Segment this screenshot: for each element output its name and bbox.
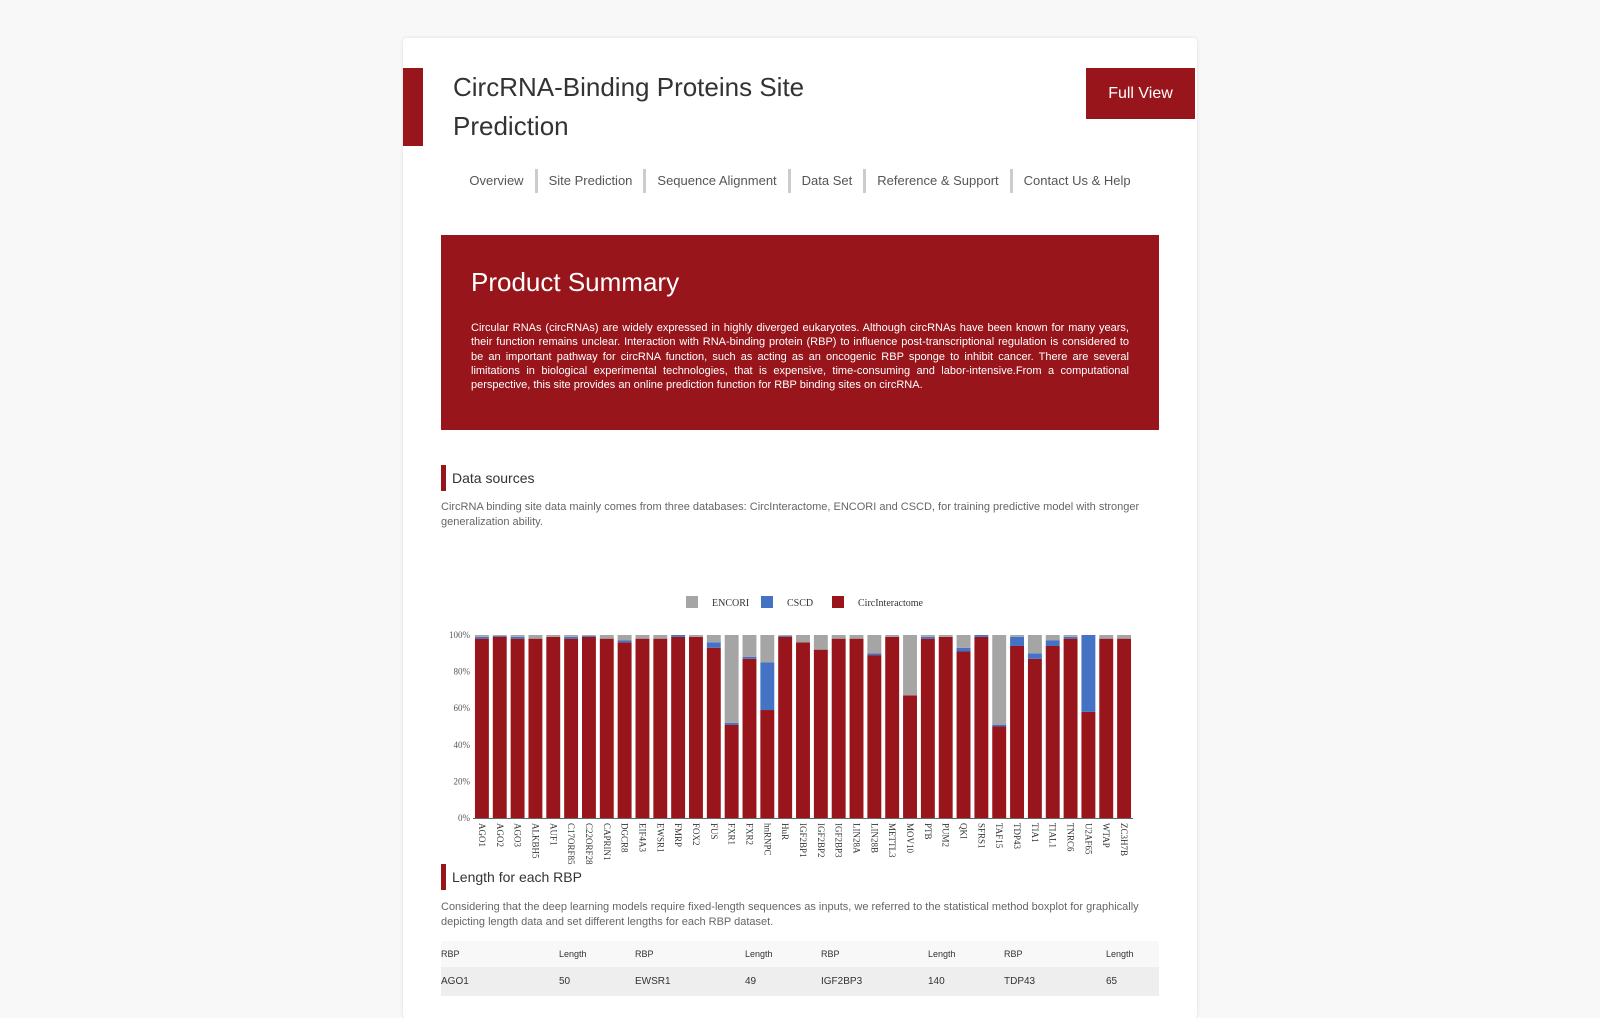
bar-cscd-c17orf85	[564, 637, 578, 639]
x-tick-label: AGO1	[476, 823, 487, 847]
x-tick-label: IGF2BP1	[798, 823, 808, 858]
x-tick-label: WTAP	[1101, 823, 1112, 848]
bar-encori-caprin1	[600, 635, 614, 639]
header-accent-bar	[403, 68, 423, 146]
bar-cscd-ago3	[511, 637, 525, 639]
x-tick-label: FOX2	[690, 823, 701, 846]
bar-circinteractome-ago3	[511, 639, 525, 818]
full-view-button[interactable]: Full View	[1086, 68, 1195, 119]
x-tick-label: AUF1	[548, 823, 559, 846]
table-header: Length	[559, 941, 635, 967]
nav-reference-support[interactable]: Reference & Support	[863, 169, 1009, 193]
table-cell: IGF2BP3	[821, 967, 928, 996]
x-tick-label: QKI	[958, 823, 969, 839]
length-section-description: Considering that the deep learning models require fixed-length sequences as inputs, we referred to the statistical method boxplot for graphically depicting length data and set different lengths for each RBP dataset.	[441, 901, 1139, 928]
x-tick-label: ALKBH5	[530, 823, 541, 859]
data-sources-description: CircRNA binding site data mainly comes from three databases: CircInteractome, ENCORI and CSCD, for training predictive model with stronger generalization ability.	[441, 501, 1140, 528]
bar-circinteractome-wtap	[1099, 639, 1113, 818]
bar-cscd-lin28b	[867, 653, 881, 655]
nav-contact-help[interactable]: Contact Us & Help	[1010, 169, 1142, 193]
legend-swatch-circinteractome	[832, 596, 844, 608]
bar-encori-taf15	[992, 635, 1006, 725]
bar-circinteractome-alkbh5	[528, 639, 542, 818]
bar-circinteractome-tnrc6	[1064, 639, 1078, 818]
bar-circinteractome-mettl3	[885, 637, 899, 818]
bar-circinteractome-igf2bp3	[832, 639, 846, 818]
table-header: RBP	[441, 941, 559, 967]
bar-encori-qki	[957, 635, 971, 648]
bar-encori-ewsr1	[653, 635, 667, 639]
bar-encori-mettl3	[885, 635, 899, 637]
bar-circinteractome-zc3h7b	[1117, 639, 1131, 818]
table-cell: EWSR1	[635, 967, 745, 996]
site-title: CircRNA-Binding Proteins Site Prediction	[453, 72, 805, 141]
y-tick-label: 20%	[453, 776, 470, 787]
x-tick-label: TNRC6	[1065, 823, 1076, 852]
bar-circinteractome-eif4a3	[636, 639, 650, 818]
bar-circinteractome-u2af65	[1081, 712, 1095, 818]
nav-data-set[interactable]: Data Set	[788, 169, 864, 193]
bar-encori-hnrnpc	[760, 635, 774, 662]
bar-encori-auf1	[546, 635, 560, 637]
bar-cscd-ptb	[921, 637, 935, 639]
bar-cscd-sfrs1	[974, 635, 988, 637]
bar-encori-ago1	[475, 635, 489, 637]
bar-circinteractome-qki	[957, 651, 971, 818]
x-tick-label: hnRNPC	[762, 823, 773, 856]
bar-circinteractome-taf15	[992, 727, 1006, 819]
bar-cscd-fus	[707, 642, 721, 647]
bar-encori-ago2	[493, 635, 507, 636]
y-tick-label: 60%	[453, 703, 470, 714]
legend-swatch-cscd	[761, 596, 773, 608]
x-tick-label: C22ORF28	[583, 823, 594, 865]
bar-cscd-taf15	[992, 725, 1006, 727]
bar-encori-tial1	[1046, 635, 1060, 640]
product-summary-title: Product Summary	[471, 267, 680, 297]
x-tick-label: AGO3	[512, 823, 523, 847]
bar-cscd-hur	[778, 636, 792, 637]
x-tick-label: TDP43	[1012, 823, 1023, 850]
bar-encori-c22orf28	[582, 635, 596, 636]
bar-encori-tia1	[1028, 635, 1042, 653]
x-tick-label: FUS	[708, 823, 719, 840]
bar-circinteractome-igf2bp1	[796, 642, 810, 818]
product-summary-text: Circular RNAs (circRNAs) are widely expressed in highly diverged eukaryotes. Although circRNAs have been known for many years, their function remains unclear. Interaction with RNA-binding protein (RBP) to influence post-transcriptional regulation is considered to be an important pathway for circRNA function, such as acting as an oncogenic RBP sponge to inhibit cancer. There are several limitations in biological experimental technologies, that is expensive, time-consuming and labor-intensive.From a computational perspective, this site provides an online prediction function for RBP binding sites on circRNA.	[471, 322, 1129, 392]
bar-circinteractome-c22orf28	[582, 637, 596, 818]
x-tick-label: TIAL1	[1047, 823, 1058, 848]
x-tick-label: FXR2	[744, 823, 755, 846]
bar-encori-fus	[707, 635, 721, 642]
bar-circinteractome-ptb	[921, 639, 935, 818]
bar-cscd-tnrc6	[1064, 637, 1078, 639]
bar-encori-zc3h7b	[1117, 635, 1131, 639]
legend-swatch-encori	[686, 596, 698, 608]
bar-encori-lin28a	[850, 635, 864, 639]
x-tick-label: FMRP	[673, 823, 684, 848]
x-tick-label: IGF2BP3	[833, 823, 844, 858]
x-tick-label: LIN28A	[851, 823, 862, 854]
table-row	[441, 967, 1159, 996]
bar-encori-dgcr8	[618, 635, 632, 640]
bar-encori-fxr1	[725, 635, 739, 723]
bar-circinteractome-igf2bp2	[814, 650, 828, 818]
y-tick-label: 0%	[458, 813, 470, 823]
x-tick-label: TAF15	[994, 823, 1005, 849]
x-tick-label: FXR1	[726, 823, 737, 846]
table-cell: 65	[1106, 967, 1159, 996]
y-tick-label: 40%	[453, 739, 470, 750]
bar-cscd-tdp43	[1010, 637, 1024, 646]
table-cell: 49	[745, 967, 821, 996]
bar-circinteractome-auf1	[546, 637, 560, 818]
x-tick-label: PUM2	[940, 823, 951, 848]
x-tick-label: IGF2BP2	[815, 823, 826, 858]
nav-overview[interactable]: Overview	[469, 173, 524, 188]
x-tick-label: LIN28B	[869, 823, 880, 853]
bar-circinteractome-dgcr8	[618, 642, 632, 818]
table-header: RBP	[1004, 941, 1106, 967]
table-cell: 140	[928, 967, 1004, 996]
bar-circinteractome-tial1	[1046, 646, 1060, 818]
bar-encori-tdp43	[1010, 635, 1024, 637]
bar-encori-hur	[778, 635, 792, 636]
bar-circinteractome-fxr1	[725, 725, 739, 818]
nav-sequence-alignment[interactable]: Sequence Alignment	[643, 169, 787, 193]
bar-circinteractome-pum2	[939, 637, 953, 818]
table-header: Length	[745, 941, 821, 967]
stacked-bar-chart	[441, 546, 1159, 878]
x-tick-label: PTB	[922, 823, 933, 840]
bar-circinteractome-hur	[778, 637, 792, 818]
bar-cscd-fmrp	[671, 635, 685, 637]
bar-encori-igf2bp1	[796, 635, 810, 642]
table-header: RBP	[635, 941, 745, 967]
bar-encori-wtap	[1099, 635, 1113, 639]
x-tick-label: C17ORF85	[566, 823, 577, 865]
table-header: Length	[1106, 941, 1159, 967]
bar-encori-fox2	[689, 635, 703, 637]
bar-circinteractome-fxr2	[743, 659, 757, 818]
bar-circinteractome-ago2	[493, 637, 507, 818]
bar-circinteractome-fus	[707, 648, 721, 818]
bar-cscd-ago2	[493, 636, 507, 637]
table-header: RBP	[821, 941, 928, 967]
length-section-title: Length for each RBP	[441, 864, 582, 890]
table-cell: TDP43	[1004, 967, 1106, 996]
bar-cscd-fxr2	[743, 657, 757, 659]
main-card	[403, 38, 1197, 1018]
bar-circinteractome-ewsr1	[653, 639, 667, 818]
bar-cscd-tia1	[1028, 653, 1042, 658]
x-tick-label: SFRS1	[976, 823, 987, 849]
bar-circinteractome-caprin1	[600, 639, 614, 818]
x-tick-label: TIA1	[1029, 823, 1040, 843]
data-sources-title: Data sources	[441, 465, 534, 491]
x-tick-label: EWSR1	[655, 823, 666, 853]
x-tick-label: CAPRIN1	[601, 823, 612, 861]
bar-cscd-c22orf28	[582, 636, 596, 637]
rbp-length-table	[441, 941, 1159, 996]
x-tick-label: ZC3H7B	[1119, 823, 1130, 857]
bar-cscd-hnrnpc	[760, 662, 774, 710]
main-nav	[403, 169, 1197, 193]
y-tick-label: 100%	[449, 630, 470, 640]
bar-encori-ptb	[921, 635, 935, 637]
x-tick-label: EIF4A3	[637, 823, 648, 852]
bar-circinteractome-tdp43	[1010, 646, 1024, 818]
bar-circinteractome-tia1	[1028, 659, 1042, 818]
bar-encori-tnrc6	[1064, 635, 1078, 637]
x-tick-label: MOV10	[905, 823, 916, 854]
product-summary-panel	[441, 235, 1159, 430]
table-header-row	[441, 941, 1159, 967]
bar-encori-c17orf85	[564, 635, 578, 637]
bar-circinteractome-hnrnpc	[760, 710, 774, 818]
bar-encori-eif4a3	[636, 635, 650, 639]
bar-circinteractome-lin28b	[867, 655, 881, 818]
bar-circinteractome-fmrp	[671, 637, 685, 818]
legend-label: ENCORI	[712, 598, 750, 609]
x-tick-label: U2AF65	[1083, 823, 1094, 855]
bar-encori-igf2bp2	[814, 635, 828, 650]
table-cell: AGO1	[441, 967, 559, 996]
bar-cscd-fxr1	[725, 723, 739, 725]
legend-label: CircInteractome	[858, 598, 923, 609]
y-tick-label: 80%	[453, 666, 470, 677]
bar-circinteractome-ago1	[475, 639, 489, 818]
bar-cscd-ago1	[475, 637, 489, 639]
bar-encori-igf2bp3	[832, 635, 846, 639]
table-cell: 50	[559, 967, 635, 996]
bar-encori-lin28b	[867, 635, 881, 653]
bar-cscd-dgcr8	[618, 640, 632, 642]
x-tick-label: AGO2	[494, 823, 505, 847]
nav-site-prediction[interactable]: Site Prediction	[535, 169, 644, 193]
bar-cscd-u2af65	[1081, 635, 1095, 712]
x-tick-label: HuR	[780, 823, 791, 841]
bar-circinteractome-fox2	[689, 637, 703, 818]
bar-encori-fxr2	[743, 635, 757, 657]
bar-circinteractome-mov10	[903, 695, 917, 818]
bar-encori-pum2	[939, 635, 953, 637]
bar-cscd-tial1	[1046, 640, 1060, 645]
bar-cscd-qki	[957, 648, 971, 652]
data-source-chart	[441, 546, 1159, 878]
bar-encori-alkbh5	[528, 635, 542, 639]
bar-circinteractome-lin28a	[850, 639, 864, 818]
x-tick-label: DGCR8	[619, 823, 630, 853]
bar-encori-ago3	[511, 635, 525, 637]
bar-encori-mov10	[903, 635, 917, 695]
bar-circinteractome-sfrs1	[974, 637, 988, 818]
table-header: Length	[928, 941, 1004, 967]
legend-label: CSCD	[787, 598, 814, 609]
x-tick-label: METTL3	[887, 823, 898, 858]
bar-circinteractome-c17orf85	[564, 639, 578, 818]
